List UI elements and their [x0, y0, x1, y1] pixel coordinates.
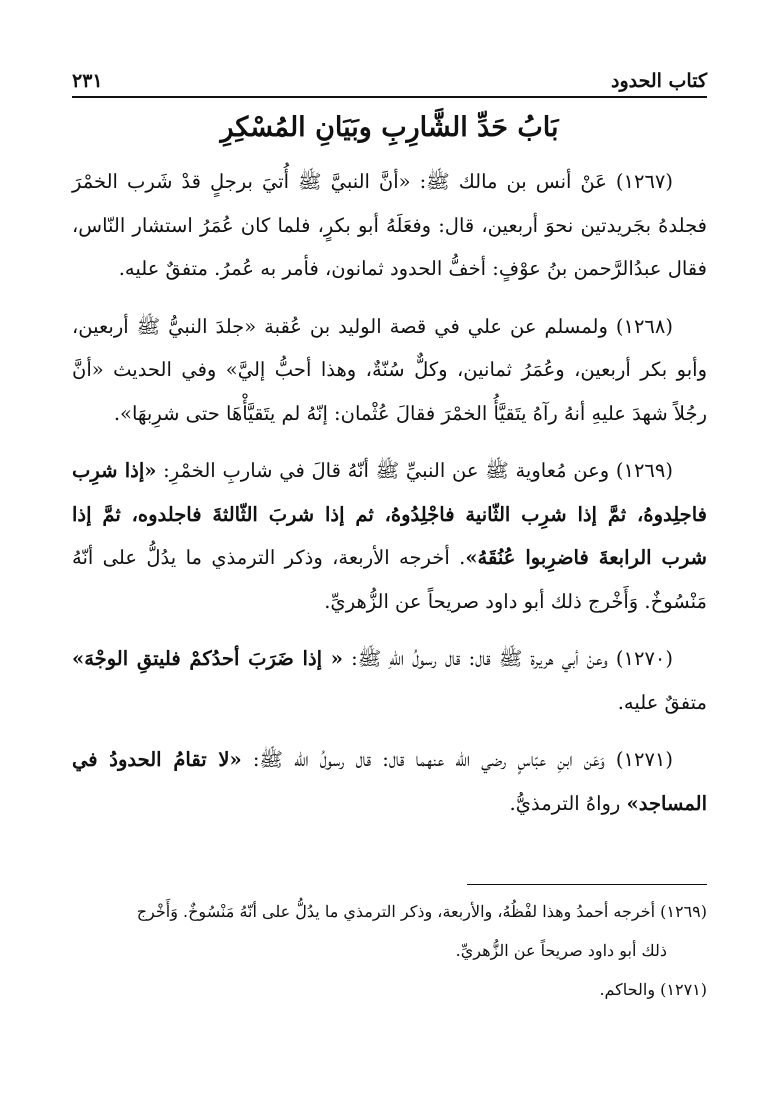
hadith-text-quote: « إذا ضَرَبَ أحدُكمْ فليتقِ الوجْهَ» — [72, 647, 343, 670]
hadith-text-source: متفقٌ عليه. — [617, 690, 707, 714]
footnotes — [72, 894, 707, 1011]
hadith-number: (١٢٦٩) — [615, 459, 673, 482]
hadith-1269 — [72, 449, 707, 623]
hadith-text-source: . أخرجه الأربعة، وذكر الترمذي ما يدُلُّ على أنّهُ مَنْسُوخٌ. وَأَخْرج ذلك أبو داود صريحاً عن الزُّهريِّ. — [72, 546, 707, 613]
footnote-text: (١٢٦٩) أخرجه أحمدُ وهذا لفْظُهُ، والأربعة، وذكر الترمذي ما يدُلُّ على أنّهُ مَنْسُوخٌ. وَأَخْرج — [136, 902, 707, 921]
hadith-text: ولمسلم عن علي في قصة الوليد بن عُقبة «جلدَ النبيُّ ﷺ أربعين، وأبو بكر أربعين، وعُمَرُ ثمانين، وكلٌّ سُنّةٌ، وهذا أحبُّ إليَّ» وفي الحديث «أنَّ رجُلاً شهدَ عليهِ أنهُ رآهُ يتَقيَّأُ الخمْرَ فقالَ عُثْمان: إنّهُ لم يتَقيَّأْهَا حتى شرِبهَا». — [72, 314, 707, 425]
hadith-text-source: رواهُ الترمذيُّ. — [509, 791, 627, 815]
chapter-title: بَابُ حَدِّ الشَّارِبِ وبَيَانِ المُسْكِرِ — [220, 112, 559, 143]
hadith-text-intro: وَعَن ابنِ عبّاسٍ رضي الله عنهما قال: قال رسولُ الله ﷺ: — [241, 748, 605, 771]
footnote-1269 — [72, 894, 707, 929]
page-number: ٢٣١ — [72, 70, 103, 92]
footnote-1271 — [72, 972, 707, 1007]
hadith-text-intro: وعنْ أبي هريرة ﷺ قال: قال رسولُ اللهِ ﷺ: — [342, 647, 608, 670]
hadith-text: عَنْ أنس بن مالك ﷺ: «أنَّ النبيَّ ﷺ أُتيَ برجلٍ قدْ شَرب الخمْرَ فجلدهُ بجَريدتين نحوَ أربعين، قال: وفعَلَهُ أبو بكرٍ، فلما كان عُمَرُ استشار النّاس، فقال عبدُالرَّحمن بنُ عوْفٍ: أخفُّ الحدود ثمانون، فأمر به عُمرُ. متفقٌ عليه. — [72, 170, 707, 280]
footnote-separator — [467, 884, 707, 885]
hadith-1267 — [72, 160, 707, 291]
hadith-number: (١٢٦٧) — [615, 170, 674, 193]
hadith-number: (١٢٧٠) — [615, 647, 674, 670]
hadith-text-intro: وعن مُعاوية ﷺ عن النبيِّ ﷺ أنّهُ قالَ في شاربِ الخمْرِ: — [156, 459, 610, 482]
footnote-text: (١٢٧١) والحاكم. — [599, 980, 707, 999]
hadith-number: (١٢٧١) — [615, 748, 674, 771]
hadith-text-quote: «إذا شرِب فاجلِدوهُ، ثمَّ إذا شرِب الثّانية فاجْلِدُوهُ، ثم إذا شربَ الثّالثةَ فاجلدوه، ثمَّ إذا شرب الرابعةَ فاضرِبوا عُنُقَهُ» — [72, 459, 708, 569]
hadith-1268 — [72, 305, 707, 436]
hadith-1270 — [72, 637, 707, 724]
hadith-text-quote: «لا تقامُ الحدودُ في المساجد» — [72, 748, 707, 815]
running-header — [72, 62, 707, 98]
hadith-text-body — [72, 160, 707, 839]
footnote-1269-continuation — [72, 933, 707, 968]
book-title: كتاب الحدود — [610, 70, 707, 92]
footnote-text: ذلك أبو داود صريحاً عن الزُّهريِّ. — [455, 941, 667, 960]
hadith-1271 — [72, 738, 707, 825]
hadith-number: (١٢٦٨) — [615, 314, 673, 338]
